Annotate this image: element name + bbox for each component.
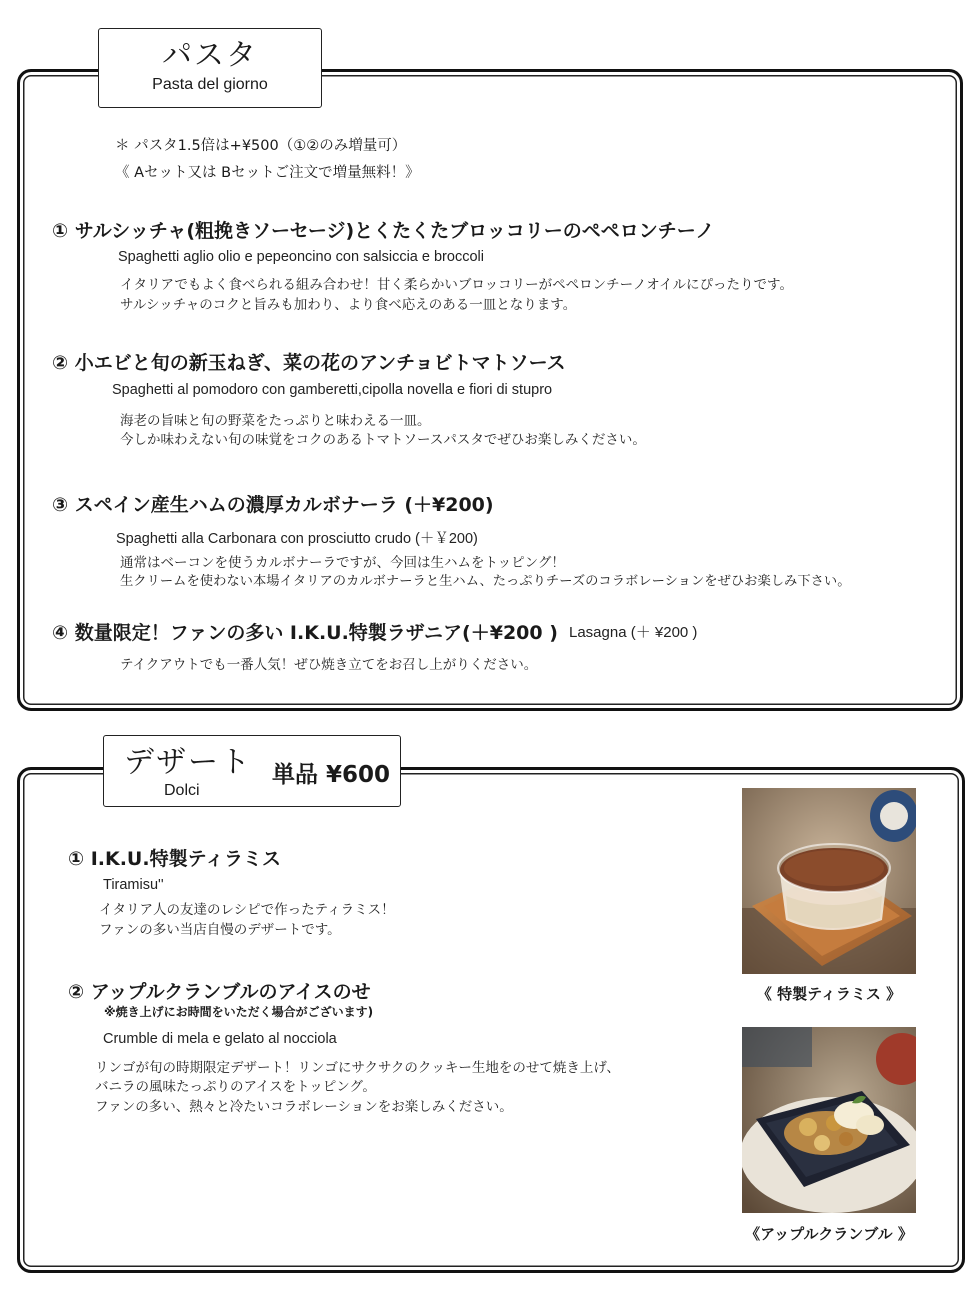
dolci-item-2-desc-2: バニラの風味たっぷりのアイスをトッピング。 bbox=[95, 1079, 376, 1095]
pasta-note-2: 《 Aセット又は Bセットご注文で増量無料！》 bbox=[115, 165, 420, 181]
pasta-title-tab bbox=[98, 28, 322, 108]
dolci-title: デザート bbox=[124, 745, 252, 780]
dolci-item-2-heading: ② アップルクランブルのアイスのせ bbox=[68, 981, 371, 1003]
apple-crumble-caption: 《アップルクランブル 》 bbox=[745, 1225, 913, 1243]
pasta-item-4-heading: ④ 数量限定！ファンの多い I.K.U.特製ラザニア(＋¥200 ) bbox=[52, 622, 558, 644]
apple-crumble-photo bbox=[742, 1027, 916, 1213]
tiramisu-illustration bbox=[742, 788, 916, 974]
dolci-item-2-desc-1: リンゴが旬の時期限定デザート！リンゴにサクサクのクッキー生地をのせて焼き上げ、 bbox=[95, 1060, 620, 1076]
tiramisu-caption: 《 特製ティラミス 》 bbox=[756, 985, 902, 1003]
dolci-item-1-heading: ① I.K.U.特製ティラミス bbox=[68, 848, 282, 870]
dolci-item-2-italian: Crumble di mela e gelato al nocciola bbox=[103, 1031, 337, 1047]
pasta-item-1-heading: ① サルシッチャ(粗挽きソーセージ)とくたくたブロッコリーのペペロンチーノ bbox=[52, 220, 715, 242]
pasta-item-4-desc-1: テイクアウトでも一番人気！ぜひ焼き立てをお召し上がりください。 bbox=[120, 657, 538, 673]
dolci-subtitle: Dolci bbox=[164, 782, 200, 799]
pasta-subtitle: Pasta del giorno bbox=[152, 76, 268, 93]
pasta-item-2-heading: ② 小エビと旬の新玉ねぎ、菜の花のアンチョビトマトソース bbox=[52, 352, 566, 374]
dolci-item-2-desc-3: ファンの多い、熱々と冷たいコラボレーションをお楽しみください。 bbox=[95, 1099, 513, 1115]
pasta-item-2-desc-1: 海老の旨味と旬の野菜をたっぷりと味わえる一皿。 bbox=[120, 413, 431, 429]
dolci-item-1-desc-2: ファンの多い当店自慢のデザートです。 bbox=[99, 922, 341, 938]
tiramisu-photo bbox=[742, 788, 916, 974]
pasta-item-4-italian: Lasagna (＋ ¥200 ) bbox=[569, 624, 698, 641]
pasta-item-1-desc-2: サルシッチャのコクと旨みも加わり、より食べ応えのある一皿となります。 bbox=[120, 297, 577, 313]
dolci-item-1-italian: Tiramisu'' bbox=[103, 877, 164, 893]
pasta-item-2-italian: Spaghetti al pomodoro con gamberetti,cipolla novella e fiori di stupro bbox=[112, 382, 553, 398]
pasta-note-1: ＊ パスタ1.5倍は+¥500（①②のみ増量可） bbox=[115, 138, 407, 154]
pasta-item-3-desc-1: 通常はベーコンを使うカルボナーラですが、今回は生ハムをトッピング！ bbox=[120, 555, 565, 571]
apple-crumble-illustration bbox=[742, 1027, 916, 1213]
dolci-title-tab bbox=[103, 735, 401, 807]
pasta-item-2-desc-2: 今しか味わえない旬の味覚をコクのあるトマトソースパスタでぜひお楽しみください。 bbox=[120, 432, 646, 448]
dolci-price: 単品 ¥600 bbox=[272, 762, 391, 788]
dolci-item-1-desc-1: イタリア人の友達のレシピで作ったティラミス！ bbox=[99, 902, 395, 918]
pasta-item-3-desc-2: 生クリームを使わない本場イタリアのカルボナーラと生ハム、たっぷりチーズのコラボレーションをぜひお楽しみ下さい。 bbox=[120, 574, 851, 589]
pasta-title: パスタ bbox=[162, 38, 258, 73]
pasta-item-3-italian: Spaghetti alla Carbonara con prosciutto crudo (＋￥200) bbox=[116, 531, 478, 547]
pasta-item-1-desc-1: イタリアでもよく食べられる組み合わせ！甘く柔らかいブロッコリーがペペロンチーノオイルにぴったりです。 bbox=[120, 277, 793, 293]
pasta-item-1-italian: Spaghetti aglio olio e pepeoncino con salsiccia e broccoli bbox=[118, 249, 484, 265]
pasta-item-3-heading: ③ スペイン産生ハムの濃厚カルボナーラ (＋¥200) bbox=[52, 494, 494, 516]
dolci-item-2-note: ※焼き上げにお時間をいただく場合がございます) bbox=[104, 1005, 374, 1019]
